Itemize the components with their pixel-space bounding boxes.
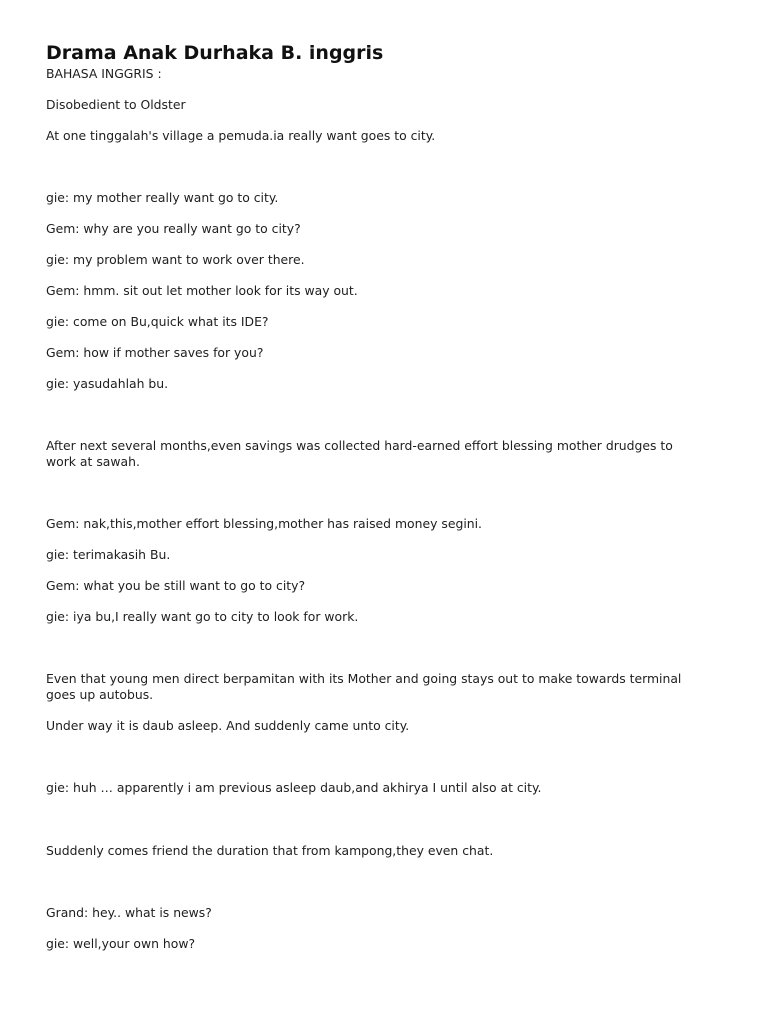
story-title: Disobedient to Oldster [46,97,186,112]
dialogue-line: Gem: nak,this,mother effort blessing,mother has raised money segini. [46,516,482,531]
narration-paragraph: Even that young men direct berpamitan with its Mother and going stays out to make towards terminal goes up autobus. [46,671,682,702]
dialogue-line: gie: terimakasih Bu. [46,547,171,562]
dialogue-line: Gem: hmm. sit out let mother look for its way out. [46,283,358,298]
dialogue-line: gie: come on Bu,quick what its IDE? [46,314,269,329]
narration-paragraph: Suddenly comes friend the duration that from kampong,they even chat. [46,843,494,858]
dialogue-line: gie: my mother really want go to city. [46,190,279,205]
document-title: Drama Anak Durhaka B. inggris [46,42,384,64]
dialogue-line: gie: iya bu,I really want go to city to look for work. [46,609,359,624]
dialogue-line: Grand: hey.. what is news? [46,905,212,920]
narration-paragraph: At one tinggalah's village a pemuda.ia really want goes to city. [46,128,436,143]
dialogue-line: gie: yasudahlah bu. [46,376,169,391]
section-heading: BAHASA INGGRIS : [46,66,162,81]
dialogue-line: Gem: how if mother saves for you? [46,345,264,360]
narration-paragraph: After next several months,even savings was collected hard-earned effort blessing mother drudges to work at sawah. [46,438,673,469]
narration-paragraph: Under way it is daub asleep. And suddenly came unto city. [46,718,410,733]
dialogue-line: gie: my problem want to work over there. [46,252,305,267]
dialogue-line: Gem: what you be still want to go to city? [46,578,306,593]
dialogue-line: gie: huh … apparently i am previous asleep daub,and akhirya I until also at city. [46,780,542,795]
dialogue-line: gie: well,your own how? [46,936,196,951]
dialogue-line: Gem: why are you really want go to city? [46,221,301,236]
